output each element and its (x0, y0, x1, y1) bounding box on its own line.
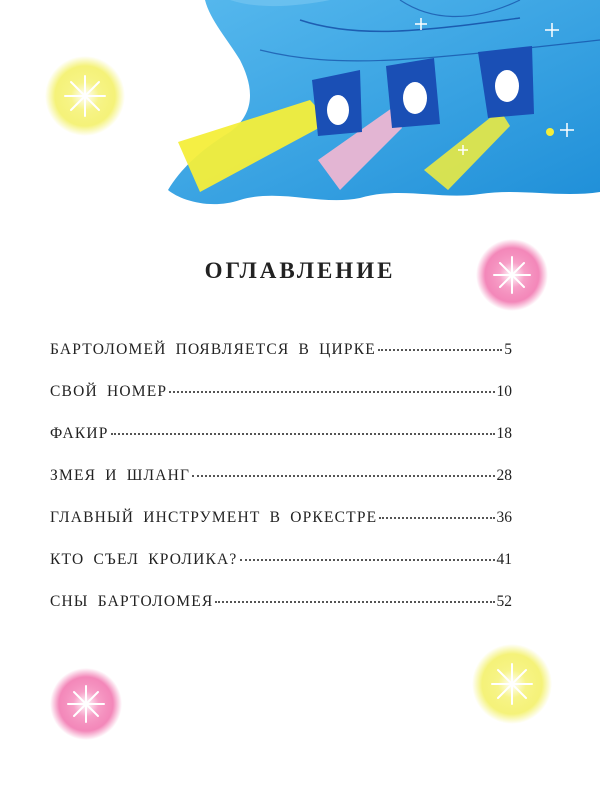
toc-entry-page: 41 (496, 551, 512, 568)
toc-entry-title: СВОЙ НОМЕР (50, 383, 168, 400)
toc-entry[interactable] (50, 467, 512, 509)
toc-entry-title: ФАКИР (50, 425, 109, 442)
star-yellow-icon (472, 644, 552, 724)
spotlight-icon (478, 46, 534, 118)
toc-leader-dots (215, 600, 494, 603)
toc-entry-title: ГЛАВНЫЙ ИНСТРУМЕНТ В ОРКЕСТРЕ (50, 509, 378, 526)
toc-entry-title: КТО СЪЕЛ КРОЛИКА? (50, 551, 238, 568)
toc-list (50, 341, 512, 635)
star-pink-icon (50, 668, 122, 740)
toc-entry-page: 36 (496, 509, 512, 526)
toc-entry-page: 52 (496, 593, 512, 610)
toc-leader-dots (378, 348, 502, 351)
toc-entry[interactable] (50, 593, 512, 635)
toc-entry-page: 28 (496, 467, 512, 484)
toc-entry-page: 10 (496, 383, 512, 400)
toc-entry[interactable] (50, 383, 512, 425)
toc-leader-dots (379, 516, 494, 519)
toc-entry[interactable] (50, 425, 512, 467)
toc-entry-title: ЗМЕЯ И ШЛАНГ (50, 467, 191, 484)
spotlight-icon (312, 70, 362, 136)
toc-leader-dots (240, 558, 495, 561)
toc-title: ОГЛАВЛЕНИЕ (204, 258, 396, 283)
spotlight-icon (386, 58, 440, 128)
toc-leader-dots (111, 432, 495, 435)
toc-entry[interactable] (50, 341, 512, 383)
toc-leader-dots (192, 474, 494, 477)
toc-entry-page: 5 (504, 341, 512, 358)
toc-leader-dots (169, 390, 494, 393)
toc-entry-title: СНЫ БАРТОЛОМЕЯ (50, 593, 214, 610)
small-star-icon (546, 128, 554, 136)
toc-entry[interactable] (50, 509, 512, 551)
star-yellow-icon (45, 56, 125, 136)
toc-entry-page: 18 (496, 425, 512, 442)
toc-entry-title: БАРТОЛОМЕЙ ПОЯВЛЯЕТСЯ В ЦИРКЕ (50, 341, 376, 358)
toc-entry[interactable] (50, 551, 512, 593)
